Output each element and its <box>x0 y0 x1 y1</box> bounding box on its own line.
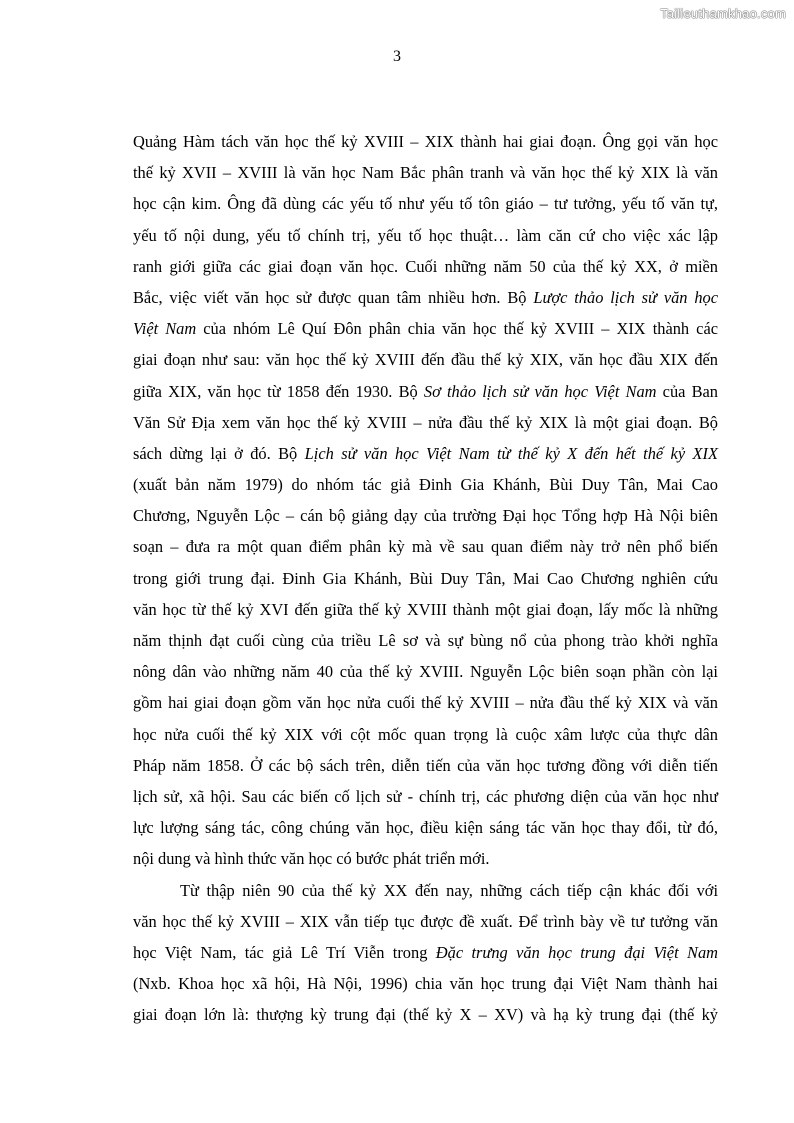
text-line <box>133 344 718 375</box>
line-text: Quảng Hàm tách văn học thế kỷ XVIII – XIX thành hai giai đoạn. Ông gọi văn học <box>133 132 718 151</box>
line-text: văn học thế kỷ XVIII – XIX vẫn tiếp tục được đề xuất. Để trình bày về tư tưởng văn <box>133 911 718 931</box>
line-text: lịch sử, xã hội. Sau các biến cố lịch sử - chính trị, các phương diện của văn học như <box>133 786 718 806</box>
text-line <box>133 719 718 750</box>
text-line <box>133 750 718 781</box>
text-line <box>133 999 718 1030</box>
body-text <box>133 126 718 1030</box>
line-text: học cận kim. Ông đã dùng các yếu tố như yếu tố tôn giáo – tư tưởng, yếu tố văn tự, <box>133 194 718 214</box>
line-text: nội dung và hình thức văn học có bước phát triển mới. <box>133 849 490 869</box>
line-text: Bắc, việc viết văn học sử được quan tâm nhiều hơn. Bộ <box>133 287 534 307</box>
text-line <box>133 407 718 438</box>
line-text: văn học từ thế kỷ XVI đến giữa thế kỷ XVIII thành một giai đoạn, lấy mốc là những <box>133 599 718 619</box>
text-line <box>133 531 718 562</box>
text-line <box>133 188 718 219</box>
italic-title-text: Lược thảo lịch sử văn học <box>533 287 718 307</box>
italic-title-text: Lịch sử văn học Việt Nam từ thế kỷ X đến hết thế kỷ XIX <box>304 443 718 463</box>
text-line <box>133 313 718 344</box>
text-line <box>133 126 718 157</box>
line-text: giữa XIX, văn học từ 1858 đến 1930. Bộ <box>133 381 424 401</box>
line-text: Từ thập niên 90 của thế kỷ XX đến nay, những cách tiếp cận khác đối với <box>180 880 718 900</box>
paragraph <box>133 126 718 875</box>
line-text: (Nxb. Khoa học xã hội, Hà Nội, 1996) chia văn học trung đại Việt Nam thành hai <box>133 974 718 994</box>
text-line <box>133 843 718 874</box>
text-line <box>133 500 718 531</box>
italic-title-text: Sơ thảo lịch sử văn học Việt Nam <box>423 381 657 401</box>
page-number: 3 <box>393 48 401 65</box>
line-text: (xuất bản năm 1979) do nhóm tác giả Đinh Gia Khánh, Bùi Duy Tân, Mai Cao <box>133 475 718 495</box>
text-line <box>133 594 718 625</box>
line-text: thế kỷ XVII – XVIII là văn học Nam Bắc phân tranh và văn học thế kỷ XIX là văn <box>133 163 718 183</box>
text-line <box>133 220 718 251</box>
text-line <box>133 687 718 718</box>
line-text: của Ban <box>656 381 718 401</box>
line-text: năm thịnh đạt cuối cùng của triều Lê sơ và sự bùng nổ của phong trào khởi nghĩa <box>133 631 718 650</box>
text-line <box>133 251 718 282</box>
text-line <box>133 438 718 469</box>
line-text: ranh giới giữa các giai đoạn văn học. Cuối những năm 50 của thế kỷ XX, ở miền <box>133 256 718 276</box>
line-text: yếu tố nội dung, yếu tố chính trị, yếu tố học thuật… làm căn cứ cho việc xác lập <box>133 225 718 245</box>
line-text: sách dừng lại ở đó. Bộ <box>133 443 305 463</box>
line-text: Pháp năm 1858. Ở các bộ sách trên, diễn tiến của văn học tương đồng với diễn tiến <box>133 755 718 775</box>
line-text: giai đoạn như sau: văn học thế kỷ XVIII đến đầu thế kỷ XIX, văn học đầu XIX đến <box>133 350 718 370</box>
text-line <box>133 563 718 594</box>
line-text: học Việt Nam, tác giả Lê Trí Viễn trong <box>133 942 436 962</box>
line-text: học nửa cuối thế kỷ XIX với cột mốc quan trọng là cuộc xâm lược của thực dân <box>133 724 718 744</box>
text-line <box>133 376 718 407</box>
text-line <box>133 625 718 656</box>
line-text: soạn – đưa ra một quan điểm phân kỳ mà về sau quan điểm này trở nên phổ biến <box>133 537 718 557</box>
text-line <box>133 968 718 999</box>
text-line <box>133 906 718 937</box>
line-text: trong giới trung đại. Đinh Gia Khánh, Bùi Duy Tân, Mai Cao Chương nghiên cứu <box>133 568 718 588</box>
line-text: của nhóm Lê Quí Đôn phân chia văn học thế kỷ XVIII – XIX thành các <box>196 319 718 339</box>
text-line <box>133 282 718 313</box>
line-text: Văn Sử Địa xem văn học thế kỷ XVIII – nửa đầu thế kỷ XIX là một giai đoạn. Bộ <box>133 412 718 432</box>
italic-title-text: Việt Nam <box>133 319 197 339</box>
text-line <box>133 469 718 500</box>
paragraph <box>133 875 718 1031</box>
text-line <box>133 656 718 687</box>
text-line <box>133 937 718 968</box>
line-text: Chương, Nguyễn Lộc – cán bộ giảng dạy của trường Đại học Tổng hợp Hà Nội biên <box>133 506 718 526</box>
line-text: gồm hai giai đoạn gồm văn học nửa cuối thế kỷ XVIII – nửa đầu thế kỷ XIX và văn <box>133 693 718 713</box>
text-line <box>133 812 718 843</box>
italic-title-text: Đặc trưng văn học trung đại Việt Nam <box>435 942 718 962</box>
text-line <box>133 875 718 906</box>
text-line <box>133 781 718 812</box>
line-text: lực lượng sáng tác, công chúng văn học, điều kiện sáng tác văn học thay đổi, từ đó, <box>133 818 718 838</box>
line-text: giai đoạn lớn là: thượng kỳ trung đại (thế kỷ X – XV) và hạ kỳ trung đại (thế kỷ <box>133 1005 718 1025</box>
watermark-text: Tailieuthamkhao.com <box>660 6 786 21</box>
text-line <box>133 157 718 188</box>
line-text: nông dân vào những năm 40 của thế kỷ XVIII. Nguyễn Lộc biên soạn phần còn lại <box>133 662 718 682</box>
